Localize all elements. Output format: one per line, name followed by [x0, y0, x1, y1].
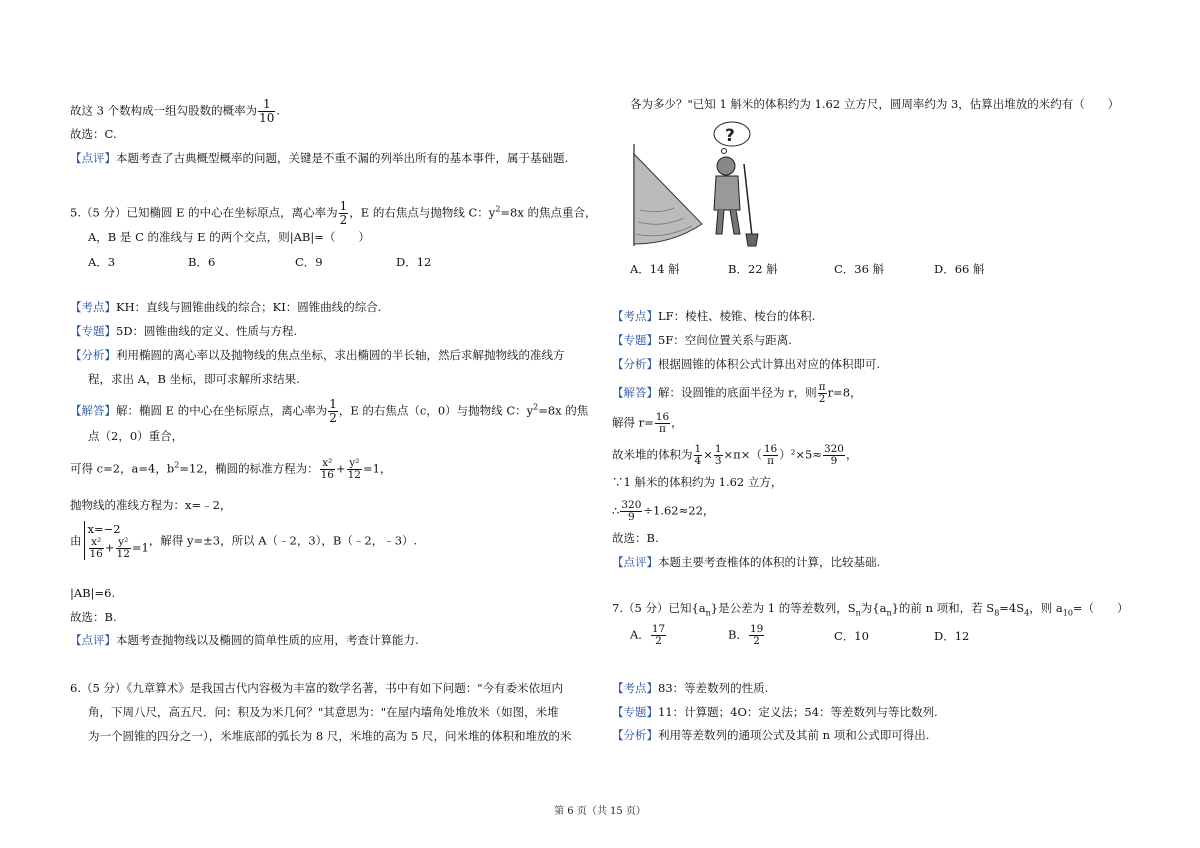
fraction: $\frac{\text{y²}}{12}$ [347, 457, 361, 481]
q4-conclusion: 故这 3 个数构成一组勾股数的概率为 $\frac{1}{10}$ . [70, 97, 281, 125]
option-a: A． $\frac{17}{2}$ [630, 623, 666, 647]
q5-jieda: 【解答】解：椭圆 E 的中心在坐标原点，离心率为 $\frac{1}{2}$ ，E 的右焦点（c，0）与抛物线 C：$y^2=8x$ 的焦 [70, 397, 589, 425]
fraction: $\frac{1}{4}$ [694, 443, 702, 467]
q6-fenxi: 【分析】根据圆锥的体积公式计算出对应的体积即可. [612, 357, 881, 371]
q6-question-line1: 6.（5 分）《九章算术》是我国古代内容极为丰富的数学名著，书中有如下问题："今有委米依垣内 [70, 681, 563, 695]
fraction: $\frac{19}{2}$ [749, 623, 764, 647]
q7-kaodian: 【考点】83：等差数列的性质. [612, 681, 769, 695]
q6-therefore: ∴ $\frac{320}{9}$ ÷1.62≈22， [612, 499, 715, 523]
option-b: B． $\frac{19}{2}$ [728, 623, 764, 647]
svg-text:?: ? [725, 126, 735, 146]
q5-jieda-line2: 点（2，0）重合， [88, 429, 184, 443]
fraction: $\frac{320}{9}$ [621, 499, 642, 523]
fraction: $\frac{1}{10}$ [259, 97, 275, 125]
fraction: $\frac{\text{x²}}{16}$ [320, 457, 334, 481]
option-a: A．14 斛 [630, 262, 680, 276]
fraction: $\frac{1}{2}$ [329, 397, 337, 425]
option-c: C．9 [295, 255, 323, 269]
q5-standard-equation: 可得 c=2，a=4，$b^2=12$，椭圆的标准方程为： $\frac{\text{x²}}{16}$ + $\frac{\text{y²}}{12}$ =1， [70, 457, 392, 481]
q6-kaodian: 【考点】LF：棱柱、棱锥、棱台的体积. [612, 309, 816, 323]
fraction: $\frac{16}{\pi}$ [655, 411, 670, 435]
q5-kaodian: 【考点】KH：直线与圆锥曲线的综合；KI：圆锥曲线的综合. [70, 300, 382, 314]
option-b: B．6 [188, 255, 216, 269]
q6-question-line2: 角，下周八尺，高五尺．问：积及为米几何？"其意思为："在屋内墙角处堆放米（如图，米堆 [88, 705, 559, 719]
option-d: D．12 [934, 629, 970, 643]
fraction: $\frac{\text{y²}}{12}$ [116, 536, 130, 560]
q6-comment: 【点评】本题主要考查椎体的体积的计算，比较基础. [612, 555, 881, 569]
comment-tag: 【点评】 [70, 151, 116, 165]
q7-question: 7.（5 分）已知$\{a_n\}$是公差为 1 的等差数列，$S_n$为$\{a_n\}$的前 n 项和，若 $S_8=4S_4$，则 $a_{10}=$（ ） [612, 601, 1129, 618]
fraction: $\frac{\text{x²}}{16}$ [89, 536, 103, 560]
page-footer: 第 6 页（共 15 页） [554, 806, 646, 817]
fraction: $\frac{16}{\pi}$ [763, 443, 778, 467]
fraction: $\frac{1}{2}$ [339, 199, 348, 227]
q6-zhuanti: 【专题】5F：空间位置关系与距离. [612, 333, 792, 347]
fraction: $\frac{17}{2}$ [651, 623, 666, 647]
q6-since: ∵1 斛米的体积约为 1.62 立方， [612, 475, 783, 489]
q5-system: 由 x=−2 $\frac{\text{x²}}{16}$ + $\frac{\text{y²}}{12}$ =1 ，解得 y=±3，所以 A（﹣2，3），B（﹣2，﹣3）. [70, 522, 418, 560]
q5-question: 5.（5 分）已知椭圆 E 的中心在坐标原点，离心率为 $\frac{1}{2}$ ，E 的右焦点与抛物线 C：$y^2=8x$ 的焦点重合， [70, 199, 597, 227]
option-b: B．22 斛 [728, 262, 778, 276]
rice-pile-illustration [612, 114, 772, 254]
q4-answer: 故选：C. [70, 127, 117, 141]
option-a: A．3 [88, 255, 116, 269]
q6-question-line4: 各为多少？"已知 1 斛米的体积约为 1.62 立方尺，圆周率约为 3，估算出堆放的米约有（ ） [630, 97, 1120, 111]
q5-question-line2: A，B 是 C 的准线与 E 的两个交点，则|AB|=（ ） [88, 230, 370, 244]
q7-fenxi: 【分析】利用等差数列的通项公式及其前 n 项和公式即可得出. [612, 728, 930, 742]
q6-answer: 故选：B. [612, 531, 659, 545]
q7-options [630, 624, 1130, 650]
q6-question-line3: 为一个圆锥的四分之一），米堆底部的弧长为 8 尺，米堆的高为 5 尺，问米堆的体积和堆放的米 [88, 729, 572, 743]
q6-radius: 解得 r= $\frac{16}{\pi}$ ， [612, 411, 683, 435]
q6-volume: 故米堆的体积为 $\frac{1}{4}$ × $\frac{1}{3}$ ×π×（ $\frac{16}{\pi}$ ）²×5≈ $\frac{320}{9}$ ， [612, 443, 858, 467]
option-c: C．10 [834, 629, 869, 643]
q4-comment: 【点评】本题考查了古典概型概率的问题，关键是不重不漏的列举出所有的基本事件，属于基础题. [70, 151, 569, 165]
option-d: D．66 斛 [934, 262, 985, 276]
q5-zhuanti: 【专题】5D：圆锥曲线的定义、性质与方程. [70, 324, 298, 338]
option-c: C．36 斛 [834, 262, 885, 276]
q6-jieda: 【解答】解：设圆锥的底面半径为 r，则 $\frac{\pi}{2}$ r=8， [612, 381, 862, 405]
fraction: $\frac{\pi}{2}$ [818, 381, 826, 405]
q5-ab: |AB|=6. [70, 586, 116, 600]
q7-zhuanti: 【专题】11：计算题；4O：定义法；54：等差数列与等比数列. [612, 705, 938, 719]
fraction: $\frac{1}{3}$ [714, 443, 722, 467]
equation-system-brace: x=−2 $\frac{\text{x²}}{16}$ + $\frac{\text{y²}}{12}$ =1 [84, 521, 149, 560]
q5-directrix: 抛物线的准线方程为：x=﹣2， [70, 498, 232, 512]
q5-fenxi-line2: 程，求出 A，B 坐标，即可求解所求结果. [88, 372, 300, 386]
q5-answer: 故选：B. [70, 610, 117, 624]
fraction: $\frac{320}{9}$ [823, 443, 844, 467]
q5-fenxi: 【分析】利用椭圆的离心率以及抛物线的焦点坐标，求出椭圆的半长轴，然后求解抛物线的准线方 [70, 348, 565, 362]
q5-comment: 【点评】本题考查抛物线以及椭圆的简单性质的应用，考查计算能力. [70, 633, 419, 647]
option-d: D．12 [396, 255, 432, 269]
